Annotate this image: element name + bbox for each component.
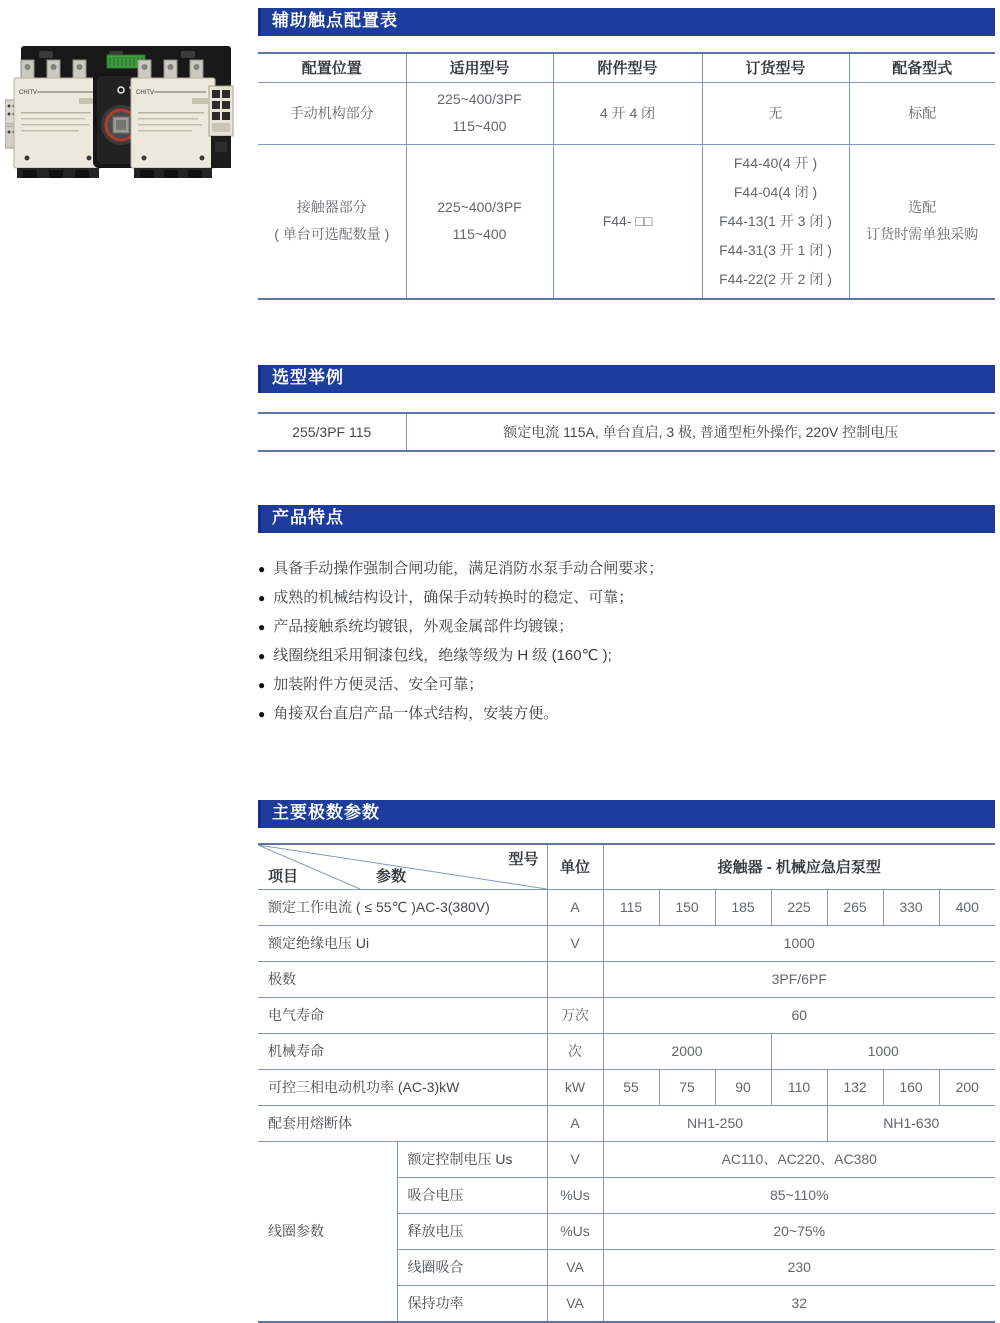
cell-line: F44-40(4 开 ) — [733, 154, 818, 171]
cell-line: 选配 — [908, 199, 937, 216]
param-label: 机械寿命 — [258, 1033, 547, 1069]
param-label: 额定工作电流 ( ≤ 55℃ )AC-3(380V) — [258, 889, 547, 925]
value-cell: 75 — [659, 1069, 715, 1105]
cell-line: 225~400/3PF — [437, 199, 522, 216]
param-label: 保持功率 — [397, 1285, 547, 1321]
cell-line: ( 单台可选配数量 ) — [274, 226, 390, 243]
svg-text:CHITV: CHITV — [19, 90, 37, 96]
cell-line: F44-04(4 闭 ) — [733, 183, 818, 200]
section-title-bar — [258, 365, 995, 393]
cell-position — [258, 144, 406, 298]
cell-line: 订货时需单独采购 — [866, 226, 979, 243]
unit-cell: %Us — [547, 1213, 603, 1249]
unit-cell: kW — [547, 1069, 603, 1105]
feature-list — [258, 557, 995, 731]
diagonal-header-cell — [258, 845, 547, 889]
unit-cell — [547, 961, 603, 997]
bullet-icon: ● — [258, 649, 266, 663]
cell-line: 接触器部分 — [296, 199, 367, 216]
section-title-bar — [258, 800, 995, 828]
value-cell: 115 — [603, 889, 659, 925]
feature-text: 具备手动操作强制合闸功能，满足消防水泵手动合闸要求； — [273, 560, 664, 577]
unit-cell: A — [547, 1105, 603, 1141]
value-cell: 400 — [939, 889, 995, 925]
list-item — [258, 586, 995, 615]
unit-cell: 次 — [547, 1033, 603, 1069]
param-label: 电气寿命 — [258, 997, 547, 1033]
param-label: 配套用熔断体 — [258, 1105, 547, 1141]
value-cell: 1000 — [771, 1033, 995, 1069]
param-label: 额定绝缘电压 Ui — [258, 925, 547, 961]
unit-cell: %Us — [547, 1177, 603, 1213]
section-title: 主要极数参数 — [272, 803, 380, 822]
cell-accessory: F44- □□ — [553, 144, 702, 298]
corner-label-model: 型号 — [508, 851, 539, 868]
feature-text: 产品接触系统均镀银，外观金属部件均镀镍； — [273, 618, 574, 635]
cell-position: 手动机构部分 — [258, 82, 406, 144]
section-title: 产品特点 — [272, 508, 344, 527]
table-row — [258, 997, 995, 1033]
table-header-row — [258, 845, 995, 889]
table-row — [258, 82, 995, 144]
value-cell: 150 — [659, 889, 715, 925]
cell-mode — [849, 144, 995, 298]
table-row — [258, 1069, 995, 1105]
params-table — [258, 845, 995, 1321]
cell-line: F44-22(2 开 2 闭 ) — [719, 270, 832, 287]
value-cell: 90 — [715, 1069, 771, 1105]
value-cell: 20~75% — [603, 1213, 995, 1249]
list-item — [258, 644, 995, 673]
section-title: 选型举例 — [272, 368, 344, 387]
aux-contact-table-wrap — [258, 52, 995, 300]
cell-line: 115~400 — [452, 226, 507, 243]
value-cell: 265 — [827, 889, 883, 925]
param-label: 可控三相电动机功率 (AC-3)kW — [258, 1069, 547, 1105]
param-label: 极数 — [258, 961, 547, 997]
value-cell: AC110、AC220、AC380 — [603, 1141, 995, 1177]
value-cell: 55 — [603, 1069, 659, 1105]
series-header: 接触器 - 机械应急启泵型 — [603, 845, 995, 889]
value-cell: 225 — [771, 889, 827, 925]
cell-line: 225~400/3PF — [437, 91, 522, 107]
product-photo — [5, 30, 235, 180]
feature-text: 角接双台直启产品一体式结构，安装方便。 — [273, 705, 559, 722]
table-row — [258, 414, 995, 450]
list-item — [258, 615, 995, 644]
svg-text:CHITV: CHITV — [136, 90, 154, 96]
value-cell: 110 — [771, 1069, 827, 1105]
section-title-bar — [258, 8, 995, 36]
cell-orders — [702, 144, 849, 298]
unit-cell: A — [547, 889, 603, 925]
table-row — [258, 961, 995, 997]
value-cell: 160 — [883, 1069, 939, 1105]
param-label: 吸合电压 — [397, 1177, 547, 1213]
table-row — [258, 1141, 995, 1177]
col-header: 附件型号 — [553, 54, 702, 82]
value-cell: 32 — [603, 1285, 995, 1321]
cell-mode: 标配 — [849, 82, 995, 144]
param-label: 线圈吸合 — [397, 1249, 547, 1285]
value-cell: 330 — [883, 889, 939, 925]
list-item — [258, 557, 995, 586]
col-header: 配备型式 — [849, 54, 995, 82]
table-row — [258, 1033, 995, 1069]
bullet-icon: ● — [258, 591, 266, 605]
table-row — [258, 1105, 995, 1141]
list-item — [258, 702, 995, 731]
cell-models — [406, 82, 553, 144]
feature-text: 线圈绕组采用铜漆包线，绝缘等级为 H 级 (160℃ ); — [273, 647, 612, 664]
cell-line: 115~400 — [452, 118, 507, 134]
col-header: 订货型号 — [702, 54, 849, 82]
value-cell: 200 — [939, 1069, 995, 1105]
table-row — [258, 889, 995, 925]
section-features — [258, 505, 995, 731]
corner-label-item: 项目 — [268, 867, 299, 885]
bullet-icon: ● — [258, 678, 266, 692]
value-cell: NH1-250 — [603, 1105, 827, 1141]
cell-model-code: 255/3PF 115 — [258, 414, 406, 450]
value-cell: 185 — [715, 889, 771, 925]
aux-contact-table — [258, 54, 995, 298]
section-aux-contact — [258, 8, 995, 300]
value-cell: 3PF/6PF — [603, 961, 995, 997]
cell-line: F44-13(1 开 3 闭 ) — [719, 212, 832, 229]
value-cell: NH1-630 — [827, 1105, 995, 1141]
unit-cell: 万次 — [547, 997, 603, 1033]
bullet-icon: ● — [258, 707, 266, 721]
value-cell: 2000 — [603, 1033, 771, 1069]
param-group-label: 线圈参数 — [258, 1141, 397, 1321]
cell-description: 额定电流 115A, 单台直启, 3 极, 普通型柜外操作, 220V 控制电压 — [406, 414, 995, 450]
value-cell: 60 — [603, 997, 995, 1033]
table-header-row — [258, 54, 995, 82]
section-main-parameters — [258, 800, 995, 1323]
col-header: 适用型号 — [406, 54, 553, 82]
value-cell: 1000 — [603, 925, 995, 961]
params-table-wrap — [258, 843, 995, 1323]
bullet-icon: ● — [258, 620, 266, 634]
cell-models — [406, 144, 553, 298]
unit-cell: V — [547, 1141, 603, 1177]
cell-line: F44-31(3 开 1 闭 ) — [719, 241, 832, 258]
selection-table-wrap — [258, 412, 995, 452]
value-cell: 132 — [827, 1069, 883, 1105]
unit-cell: V — [547, 925, 603, 961]
cell-accessory: 4 开 4 闭 — [553, 82, 702, 144]
list-item — [258, 673, 995, 702]
unit-cell: VA — [547, 1249, 603, 1285]
table-row — [258, 144, 995, 298]
value-cell: 85~110% — [603, 1177, 995, 1213]
feature-text: 成熟的机械结构设计，确保手动转换时的稳定、可靠； — [273, 589, 634, 606]
section-title: 辅助触点配置表 — [272, 11, 398, 30]
unit-header: 单位 — [547, 845, 603, 889]
section-selection-example — [258, 365, 995, 452]
selection-table — [258, 414, 995, 450]
bullet-icon: ● — [258, 562, 266, 576]
feature-text: 加装附件方便灵活、安全可靠； — [273, 676, 484, 693]
corner-label-param: 参数 — [376, 867, 407, 885]
unit-cell: VA — [547, 1285, 603, 1321]
col-header: 配置位置 — [258, 54, 406, 82]
cell-order: 无 — [702, 82, 849, 144]
transfer-switch-illustration — [5, 30, 235, 180]
param-label: 额定控制电压 Us — [397, 1141, 547, 1177]
param-label: 释放电压 — [397, 1213, 547, 1249]
value-cell: 230 — [603, 1249, 995, 1285]
table-row — [258, 925, 995, 961]
section-title-bar — [258, 505, 995, 533]
